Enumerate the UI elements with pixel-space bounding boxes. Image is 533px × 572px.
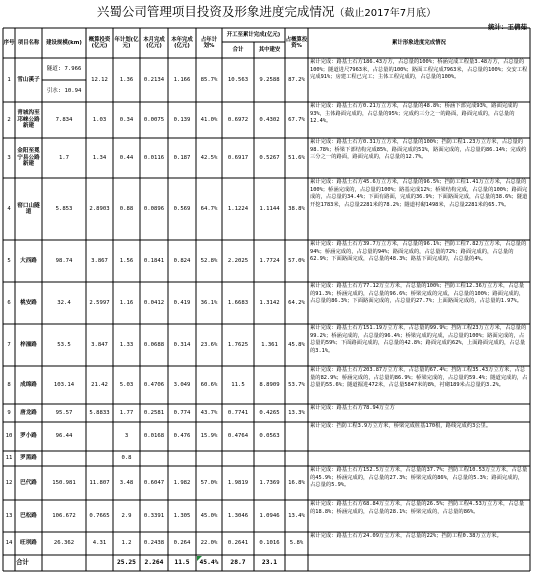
title-main: 兴蜀公司管理项目投资及形象进度完成情况: [96, 4, 335, 19]
row-project-name: 金阳至冕宁县公路新建: [17, 148, 40, 168]
row-scale: 5.853: [55, 205, 73, 212]
row-progress-description: 累计完成：路基土石方78.94万立方: [310, 405, 395, 411]
row-est-pct: 16.8%: [288, 479, 305, 486]
row-year-pct: 36.1%: [200, 299, 218, 306]
title-subtitle: （截止2017年7月底）: [334, 8, 437, 19]
row-cum-total: 0.2641: [227, 540, 249, 547]
row-estimate: 2.8903: [89, 205, 110, 212]
row-annual-plan: 1.56: [119, 257, 134, 264]
header-month-done: 本月完成(亿元): [143, 36, 165, 49]
row-year-pct: 42.5%: [200, 154, 218, 161]
row-year-done: 0.187: [173, 154, 191, 161]
row-project-name: 窑口山隧道: [17, 202, 40, 215]
statistician-label: 统计：王倩茹: [488, 23, 527, 31]
row-seq: 6: [7, 299, 11, 306]
row-month-done: 0.6047: [143, 479, 165, 486]
row-year-pct: 43.7%: [200, 409, 218, 416]
row-year-done: 0.476: [173, 433, 191, 440]
row-year-done: 0.264: [173, 540, 191, 547]
header-seq: 序号: [3, 39, 15, 46]
row-year-pct: 15.9%: [200, 433, 218, 440]
row-cum-total: 1.7625: [227, 341, 249, 348]
row-annual-plan: 0.34: [119, 116, 134, 123]
row-progress-description: 累计完成：路基土石方68.84万立方米，占总量的26.5%；挡防工程4.53万立方米，占总量的18.8%；桥涵完成的，占总量的28.1%；桥梁完成的，占总量的86%。: [310, 501, 525, 515]
row-progress-description: 累计完成：路基土石方186.43万方，占总量的100%；桥涵完成工程量3.48万方，占总量的100%；隧道进尺7963米，占总量的100%；路面工程完成7963米，占总量的100%；交安工程完成91%；房建工程已完工；主体工程完成的，占总量的100%。: [310, 59, 528, 81]
row-seq: 2: [7, 116, 11, 123]
row-progress-description: 累计完成：路基土石方24.09万立方米，占总量的22%；挡防工程0.38万立方米。: [310, 533, 502, 539]
row-cum-sub: 1.1144: [259, 205, 280, 212]
row-year-pct: 45.0%: [200, 512, 218, 519]
row-project-name: 梓潼路: [20, 341, 37, 348]
row-project-name: 雪山溪子: [17, 76, 40, 83]
row-seq: 12: [5, 479, 13, 486]
header-cum-total: 合计: [232, 46, 244, 53]
row-progress-description: 累计完成：路基土石方203.87万立方米，占总量的67.4%；挡防工程35.43万立方米，占总量的82.9%；桥涵完成的，占总量的86.9%；桥梁完成的，占总量的59.4%；隧道完成的，占总量的55.6%；隧道掘进472米，占总量5847米的8%，衬砌189米占总量的3.2%。: [310, 367, 528, 389]
row-cum-total: 0.6917: [227, 154, 249, 161]
row-project-name: 成绵路: [20, 381, 37, 388]
row-seq: 8: [7, 381, 11, 388]
row-progress-description: 累计完成：路基土石方45.6万立方米，占总量的96.5%；挡防工程1.41万立方米，占总量的100%；桥涵完成的，占总量的100%；路基完成12%；桥梁结构完成，占总量的100%；路面完成的，占总量的34.4%；下面有路面，完成的36.9%；下面路面完成，占总量的38.6%；隧道开挖1783米，占总量2281米的78.2%；隧道衬砌1498米，占总量2281米的65.7%。: [310, 179, 528, 209]
row-cum-sub: 0.5267: [259, 154, 280, 161]
row-year-pct: 57.0%: [200, 479, 218, 486]
row-year-pct: 23.6%: [200, 341, 218, 348]
row-est-pct: 45.8%: [288, 341, 305, 348]
row-annual-plan: 0.88: [119, 205, 134, 212]
row-annual-plan: 1.2: [121, 540, 132, 547]
row-scale-water: 引水: 10.94: [46, 87, 82, 94]
row-annual-plan: 0.8: [121, 455, 132, 462]
row-estimate: 3.867: [91, 257, 108, 264]
row-annual-plan: 2.9: [121, 512, 132, 519]
row-progress-description: [308, 451, 530, 466]
row-estimate: [86, 451, 113, 466]
row-scale: 96.44: [55, 433, 73, 440]
row-month-done: 0.0075: [143, 116, 165, 123]
row-year-done: 0.139: [173, 116, 191, 123]
row-seq: 7: [7, 341, 11, 348]
total-year-done: 11.5: [174, 559, 190, 567]
row-est-pct: 13.4%: [288, 512, 305, 519]
row-month-done: 0.2438: [143, 540, 165, 547]
row-project-name: 青城沟至邛崃公路新建: [17, 110, 40, 130]
row-project-name: 旺坝路: [20, 540, 37, 547]
row-cum-total: 1.1224: [227, 205, 249, 212]
row-cum-sub: 1.361: [261, 341, 278, 348]
row-month-done: 0.0688: [143, 341, 165, 348]
row-scale: 103.14: [53, 381, 75, 388]
row-progress-description: 累计完成：路基土石方39.7万立方米，占总量的96.1%；挡防工程7.82万立方米，占总量的94%；桥涵完成的，占总量的94%；路面完成的，占总量的72%；路面完成的，占总量的62.9%；下面路面完成，占总量的48.3%；路基下面完成的，占总量的4%。: [310, 241, 527, 263]
row-estimate: 21.42: [91, 381, 108, 388]
row-progress-description: 累计完成：路基土石方0.21万立方米，占总量的48.8%；桥涵下部完成93%，路面完成的93%，主体路面完成的，占总量的95%；完成约三分之一的路面，路面完成的，占总量的12.4%。: [310, 103, 518, 125]
row-estimate: 11.807: [89, 479, 110, 486]
row-year-done: 0.314: [173, 341, 191, 348]
row-scale: 32.4: [57, 299, 71, 306]
row-estimate: 4.31: [92, 540, 107, 547]
row-scale: 53.5: [57, 341, 71, 348]
row-cum-sub: 1.7369: [259, 479, 280, 486]
total-est-pct: [285, 555, 308, 571]
row-year-done: 0.569: [173, 205, 191, 212]
row-scale: 95.57: [55, 409, 73, 416]
row-est-pct: 57.0%: [288, 257, 305, 264]
row-annual-plan: 1.16: [119, 299, 134, 306]
row-project-name: 桃安路: [20, 299, 37, 306]
row-seq: 1: [7, 76, 11, 83]
row-scale-tunnel: 隧道: 7.966: [46, 65, 82, 72]
row-cum-sub: [254, 451, 285, 466]
row-est-pct: 38.8%: [288, 205, 305, 212]
row-month-done: [140, 451, 168, 466]
header-cumulative: 开工至累计完成(亿元): [226, 31, 281, 38]
row-month-done: 0.2134: [143, 76, 165, 83]
row-month-done: 0.0412: [143, 299, 165, 306]
row-seq: 13: [5, 512, 13, 519]
total-estimate: [86, 555, 113, 571]
row-seq: 10: [5, 433, 13, 440]
row-seq: 11: [5, 455, 13, 462]
header-estimate: 概算投资(亿元): [88, 36, 111, 49]
row-project-name: 巴代路: [20, 479, 37, 486]
row-cum-sub: 1.0946: [259, 512, 280, 519]
row-scale: 7.834: [55, 116, 73, 123]
row-cum-total: 11.5: [231, 381, 245, 388]
row-scale: 150.981: [52, 479, 76, 486]
total-cum-sub: 23.1: [261, 559, 278, 567]
row-estimate: 3.847: [91, 341, 108, 348]
total-label: 合计: [16, 559, 29, 567]
row-seq: 14: [5, 540, 13, 547]
total-annual-plan: 25.25: [117, 559, 136, 567]
row-cum-total: 2.2025: [227, 257, 249, 264]
row-estimate: 2.5997: [89, 299, 110, 306]
row-month-done: 0.2581: [143, 409, 165, 416]
row-cum-total: [222, 451, 254, 466]
row-cum-sub: 1.7724: [259, 257, 280, 264]
row-project-name: 罗小路: [20, 433, 37, 440]
row-cum-sub: 0.0563: [259, 433, 280, 440]
row-estimate: [86, 422, 113, 451]
header-cum-sub: 其中建安: [258, 46, 281, 53]
row-cum-sub: 8.8909: [259, 381, 280, 388]
row-cum-total: 1.3046: [227, 512, 249, 519]
row-month-done: 0.4706: [143, 381, 165, 388]
row-scale: 106.672: [52, 512, 76, 519]
row-est-pct: 51.6%: [288, 154, 305, 161]
row-year-done: 3.049: [173, 381, 191, 388]
row-month-done: 0.3391: [143, 512, 165, 519]
total-year-pct: 45.4%: [199, 559, 219, 567]
row-project-name: 唐龙路: [20, 409, 37, 416]
row-progress-description: 累计完成：路基土石方152.5万立方米，占总量的37.7%；挡防工程10.53万立方米，占总量的45.9%；桥涵完成的，占总量的27.3%；桥梁完成的86%，占总量的5.3%；路面完成的，占总量的5.9%。: [310, 467, 528, 489]
row-cum-sub: 0.4302: [259, 116, 280, 123]
row-year-pct: 52.8%: [200, 257, 218, 264]
row-est-pct: 13.3%: [288, 409, 305, 416]
row-year-pct: 22.0%: [200, 540, 218, 547]
row-annual-plan: 3: [124, 433, 129, 440]
row-year-done: [168, 451, 196, 466]
row-year-done: 0.419: [173, 299, 191, 306]
total-month-done: 2.264: [144, 559, 164, 567]
row-progress-description: 累计完成：路基土石方0.31万立方米，占总量的100%；挡防工程1.23万立方米，占总量的98.78%；桥梁下部结构完成85%，路面完成的51%，路面完成的，占总量的86.14%；完成约三分之一的路面，路面完成的，占总量的12.7%。: [310, 139, 527, 161]
row-scale: 98.74: [55, 257, 73, 264]
row-est-pct: [285, 451, 308, 466]
row-estimate: 5.8833: [89, 409, 110, 416]
row-seq: 5: [7, 257, 11, 264]
header-progress: 累计形象进度完成情况: [392, 39, 446, 46]
row-annual-plan: 5.03: [119, 381, 134, 388]
row-progress-description: 累计完成：挡防工程3.9万立方米，桥梁完成桩基170根，路线完成约3公里。: [310, 423, 492, 429]
row-cum-sub: 0.1016: [259, 540, 280, 547]
header-year-pct: 占年计划%: [200, 36, 218, 49]
row-est-pct: 67.7%: [288, 116, 305, 123]
row-scale: [42, 451, 86, 466]
row-year-pct: [196, 451, 222, 466]
row-year-done: 0.824: [173, 257, 191, 264]
row-month-done: 0.0168: [143, 433, 165, 440]
row-est-pct: 53.7%: [288, 381, 305, 388]
row-annual-plan: 1.36: [119, 76, 134, 83]
row-seq: 4: [7, 205, 11, 212]
row-year-pct: 85.7%: [200, 76, 218, 83]
row-year-pct: 64.7%: [200, 205, 218, 212]
row-est-pct: 5.8%: [289, 540, 304, 547]
total-cum-total: 28.7: [230, 559, 246, 567]
row-cum-total: 1.6683: [227, 299, 249, 306]
row-year-done: 1.166: [173, 76, 191, 83]
total-progress: [308, 555, 530, 571]
row-cum-sub: 0.4265: [259, 409, 280, 416]
header-annual-plan: 年计划(亿元): [114, 36, 139, 49]
row-month-done: 0.0896: [143, 205, 165, 212]
row-progress-description: 累计完成：路基土石方151.19万立方米，占总量的99.9%；挡防工程23万立方米，占总量的99.2%；桥涵完成的，占总量的96.4%；桥梁完成的完成，占总量的100%；路面完成的，占总量的59%；下面路面完成的，占总量的42.8%；路面完成的62%，上面路面完成的，占总量的3.1%。: [310, 325, 527, 355]
row-cum-total: 0.4764: [227, 433, 249, 440]
row-estimate: 12.12: [91, 76, 108, 83]
row-year-done: 1.982: [173, 479, 191, 486]
row-annual-plan: 3.48: [119, 479, 134, 486]
header-name: 项目名称: [17, 39, 40, 46]
row-year-pct: 60.6%: [200, 381, 218, 388]
row-annual-plan: 1.33: [119, 341, 134, 348]
row-cum-total: 0.7741: [227, 409, 249, 416]
total-scale: [42, 555, 86, 571]
row-cum-sub: 1.3142: [259, 299, 280, 306]
row-project-name: 巴松路: [20, 512, 37, 519]
header-est-pct: 占概算投资%: [285, 36, 308, 49]
row-annual-plan: 0.44: [119, 154, 134, 161]
row-project-name: 大西路: [20, 257, 37, 264]
cell-comment-marker-icon: [197, 556, 202, 561]
row-est-pct: 87.2%: [288, 76, 305, 83]
row-est-pct: 64.2%: [288, 299, 305, 306]
header-scale: 建设规模(km): [46, 39, 82, 46]
row-cum-sub: 9.2588: [259, 76, 280, 83]
row-year-pct: 41.0%: [200, 116, 218, 123]
row-project-name: 罗黑路: [20, 455, 37, 462]
row-scale: 26.362: [53, 540, 75, 547]
row-estimate: 0.7665: [89, 512, 110, 519]
row-scale: 1.7: [58, 154, 70, 161]
row-annual-plan: 1.77: [119, 409, 134, 416]
row-month-done: 0.0116: [143, 154, 165, 161]
row-cum-total: 1.9819: [227, 479, 249, 486]
row-cum-total: 10.563: [227, 76, 249, 83]
row-seq: 9: [7, 409, 11, 416]
row-progress-description: 累计完成：路基土石方77.12万立方米，占总量的100%；挡防工程12.36万立方米，占总量的91.3%；桥涵完成的，占总量的96.6%；桥梁完成的完成，占总量的100%；路面完成的，占总量的86.3%；下面路面完成的，占总量的27.7%；上面路面完成的，占总量的1.97%。: [310, 283, 525, 305]
row-year-done: 0.774: [173, 409, 191, 416]
row-cum-total: 0.6972: [227, 116, 249, 123]
row-seq: 3: [7, 154, 11, 161]
row-estimate: 1.03: [92, 116, 107, 123]
row-month-done: 0.1841: [143, 257, 165, 264]
row-est-pct: [285, 422, 308, 451]
header-year-done: 本年完成(亿元): [171, 36, 193, 49]
row-estimate: 1.34: [92, 154, 107, 161]
row-year-done: 1.305: [173, 512, 191, 519]
